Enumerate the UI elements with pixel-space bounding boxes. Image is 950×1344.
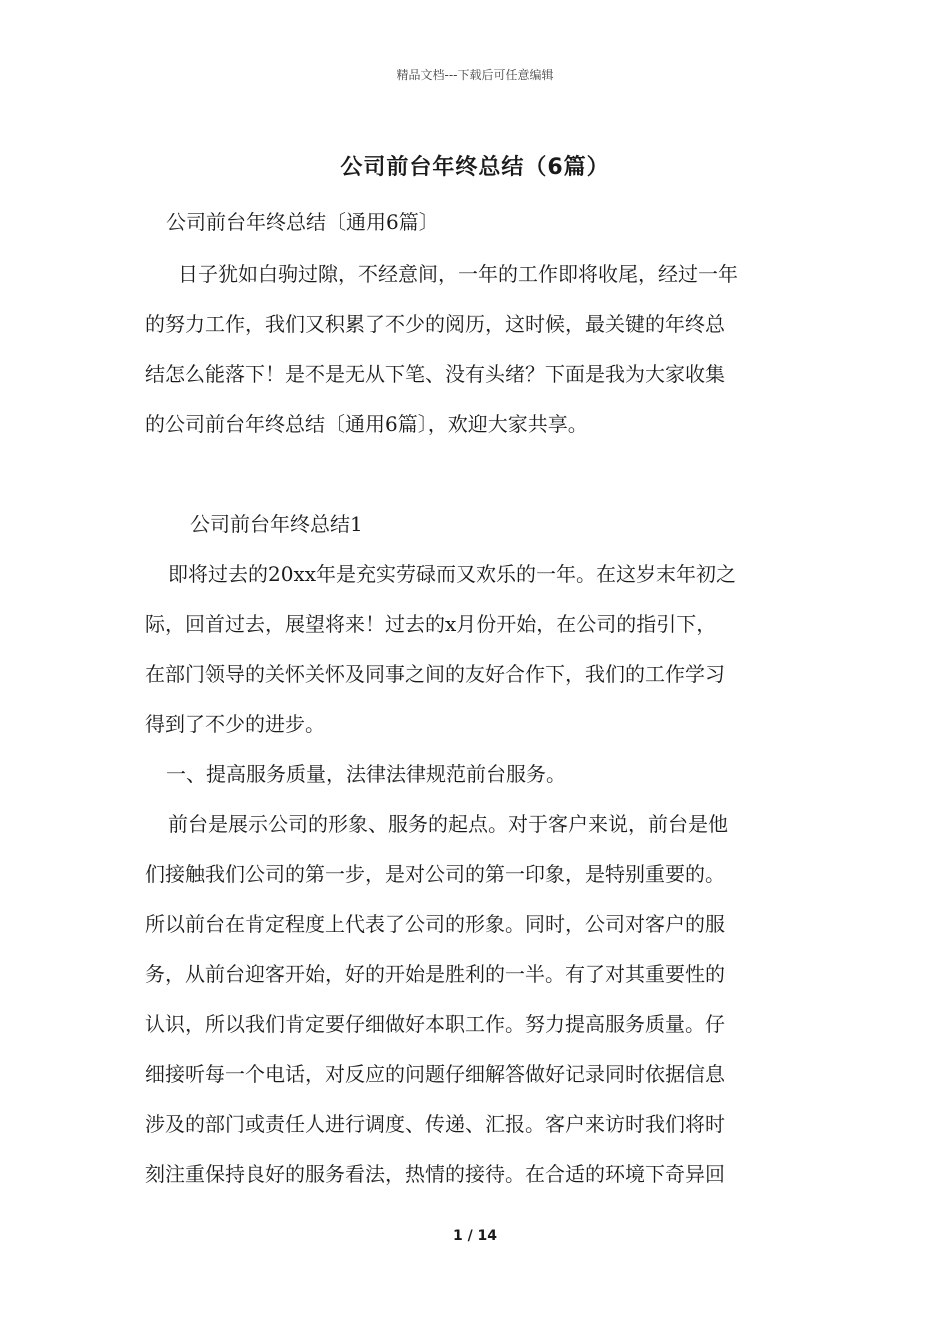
intro-line: 结怎么能落下！是不是无从下笔、没有头绪？下面是我为大家收集 (145, 362, 725, 386)
paragraph-line: 们接触我们公司的第一步，是对公司的第一印象，是特别重要的。 (145, 862, 725, 886)
item-heading: 一、提高服务质量，法律法律规范前台服务。 (166, 762, 566, 786)
paragraph-line: 务，从前台迎客开始，好的开始是胜利的一半。有了对其重要性的 (145, 962, 725, 986)
page-header: 精品文档---下载后可任意编辑 (396, 68, 554, 82)
paragraph-line: 即将过去的20xx年是充实劳碌而又欢乐的一年。在这岁末年初之 (168, 562, 737, 586)
intro-line: 的公司前台年终总结〔通用6篇〕，欢迎大家共享。 (145, 412, 588, 436)
paragraph-line: 际，回首过去，展望将来！过去的x月份开始，在公司的指引下， (145, 612, 717, 636)
document-subtitle: 公司前台年终总结〔通用6篇〕 (166, 210, 439, 234)
paragraph-line: 认识，所以我们肯定要仔细做好本职工作。努力提高服务质量。仔 (145, 1012, 725, 1036)
paragraph-line: 刻注重保持良好的服务看法，热情的接待。在合适的环境下奇异回 (145, 1162, 725, 1186)
document-title: 公司前台年终总结（6篇） (340, 155, 610, 180)
paragraph-line: 所以前台在肯定程度上代表了公司的形象。同时，公司对客户的服 (145, 912, 725, 936)
intro-line: 的努力工作，我们又积累了不少的阅历，这时候，最关键的年终总 (145, 312, 725, 336)
section-heading: 公司前台年终总结1 (190, 512, 363, 536)
paragraph-line: 涉及的部门或责任人进行调度、传递、汇报。客户来访时我们将时 (145, 1112, 725, 1136)
paragraph-line: 前台是展示公司的形象、服务的起点。对于客户来说，前台是他 (168, 812, 728, 836)
page-number: 1 / 14 (452, 1228, 498, 1244)
paragraph-line: 得到了不少的进步。 (145, 712, 325, 736)
paragraph-line: 细接听每一个电话，对反应的问题仔细解答做好记录同时依据信息 (145, 1062, 725, 1086)
intro-line: 日子犹如白驹过隙，不经意间，一年的工作即将收尾，经过一年 (178, 262, 738, 286)
paragraph-line: 在部门领导的关怀关怀及同事之间的友好合作下，我们的工作学习 (145, 662, 725, 686)
